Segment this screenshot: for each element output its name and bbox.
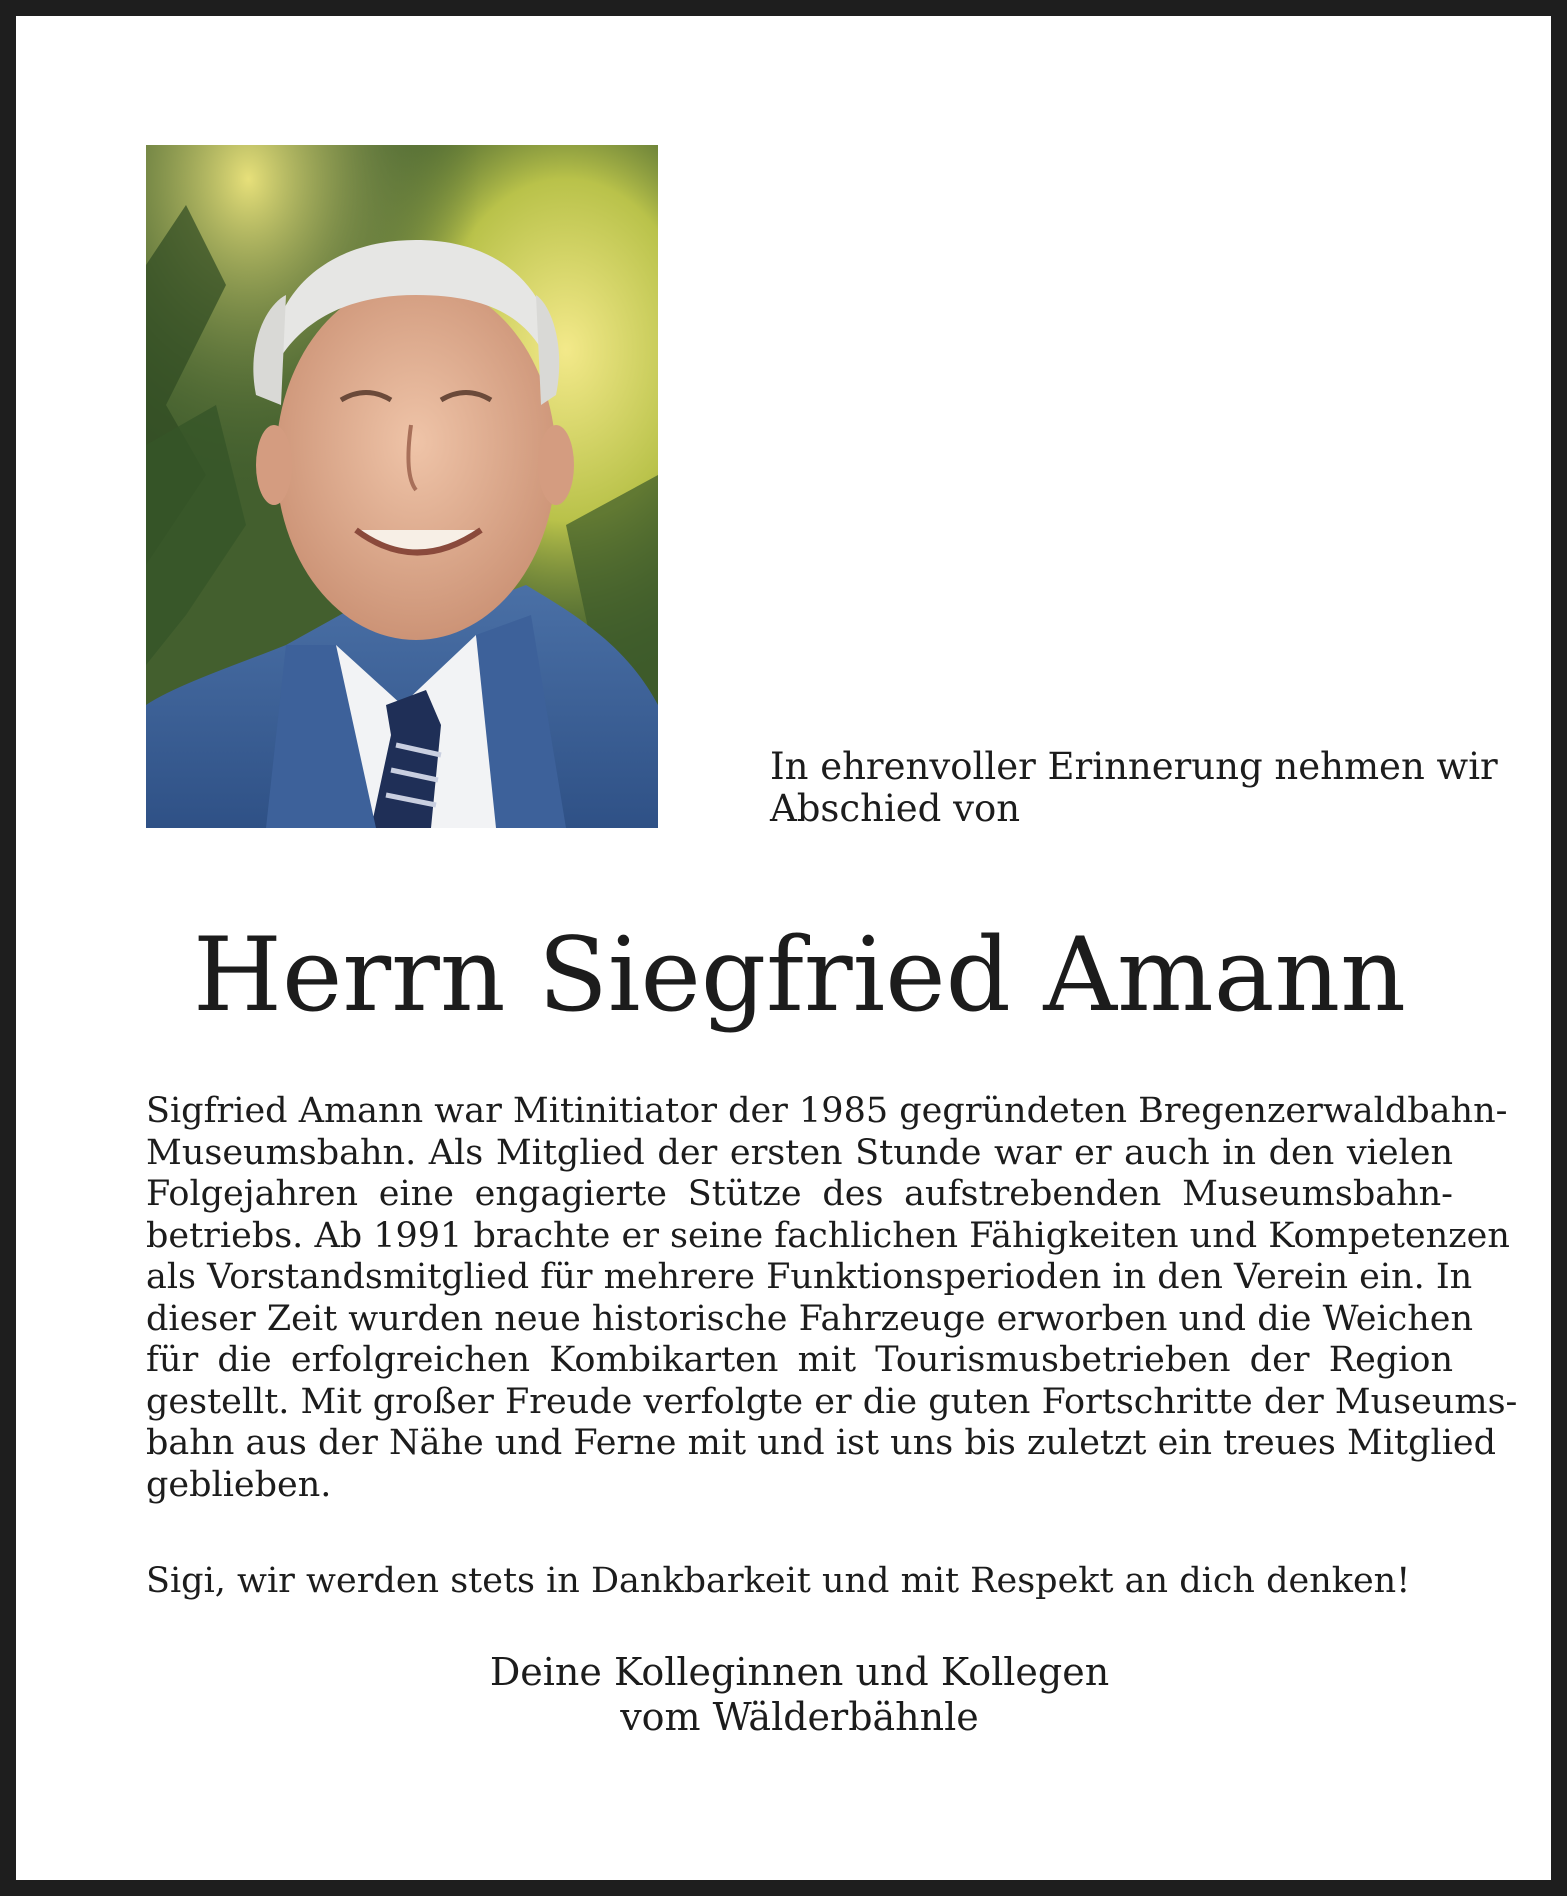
intro-line-2: Abschied von (770, 787, 1021, 830)
closing-sentence: Sigi, wir werden stets in Dankbarkeit und mit Respekt an dich denken! (146, 1561, 1411, 1601)
portrait-icon (146, 145, 658, 828)
tribute-line: bahn aus der Nähe und Ferne mit und ist uns bis zuletzt ein treues Mitglied (146, 1423, 1497, 1463)
tribute-paragraph (146, 1091, 1518, 1506)
tribute-line: betriebs. Ab 1991 brachte er seine fachlichen Fähigkeiten und Kompetenzen (146, 1215, 1510, 1256)
signature-block (16, 1650, 1567, 1740)
intro-line-1: In ehrenvoller Erinnerung nehmen wir (770, 745, 1498, 788)
deceased-name: Herrn Siegfried Amann (193, 916, 1406, 1035)
tribute-line: Folgejahren eine engagierte Stütze des aufstrebenden Museumsbahn- (146, 1174, 1453, 1214)
intro-text (770, 745, 1498, 830)
tribute-line: als Vorstandsmitglied für mehrere Funktionsperioden in den Verein ein. In (146, 1257, 1473, 1297)
portrait-photo (146, 145, 658, 828)
tribute-line: Museumsbahn. Als Mitglied der ersten Stunde war er auch in den vielen (146, 1132, 1453, 1173)
tribute-line: gestellt. Mit großer Freude verfolgte er die guten Fortschritte der Museums- (146, 1381, 1518, 1422)
signature-line-1: Deine Kolleginnen und Kollegen (489, 1650, 1110, 1694)
tribute-line: dieser Zeit wurden neue historische Fahrzeuge erworben und die Weichen (146, 1298, 1474, 1339)
tribute-line: Sigfried Amann war Mitinitiator der 1985 gegründeten Bregenzerwaldbahn- (146, 1091, 1508, 1131)
tribute-line: für die erfolgreichen Kombikarten mit Tourismusbetrieben der Region (146, 1340, 1453, 1380)
tribute-line: geblieben. (146, 1464, 332, 1505)
signature-line-2: vom Wälderbähnle (620, 1695, 979, 1739)
